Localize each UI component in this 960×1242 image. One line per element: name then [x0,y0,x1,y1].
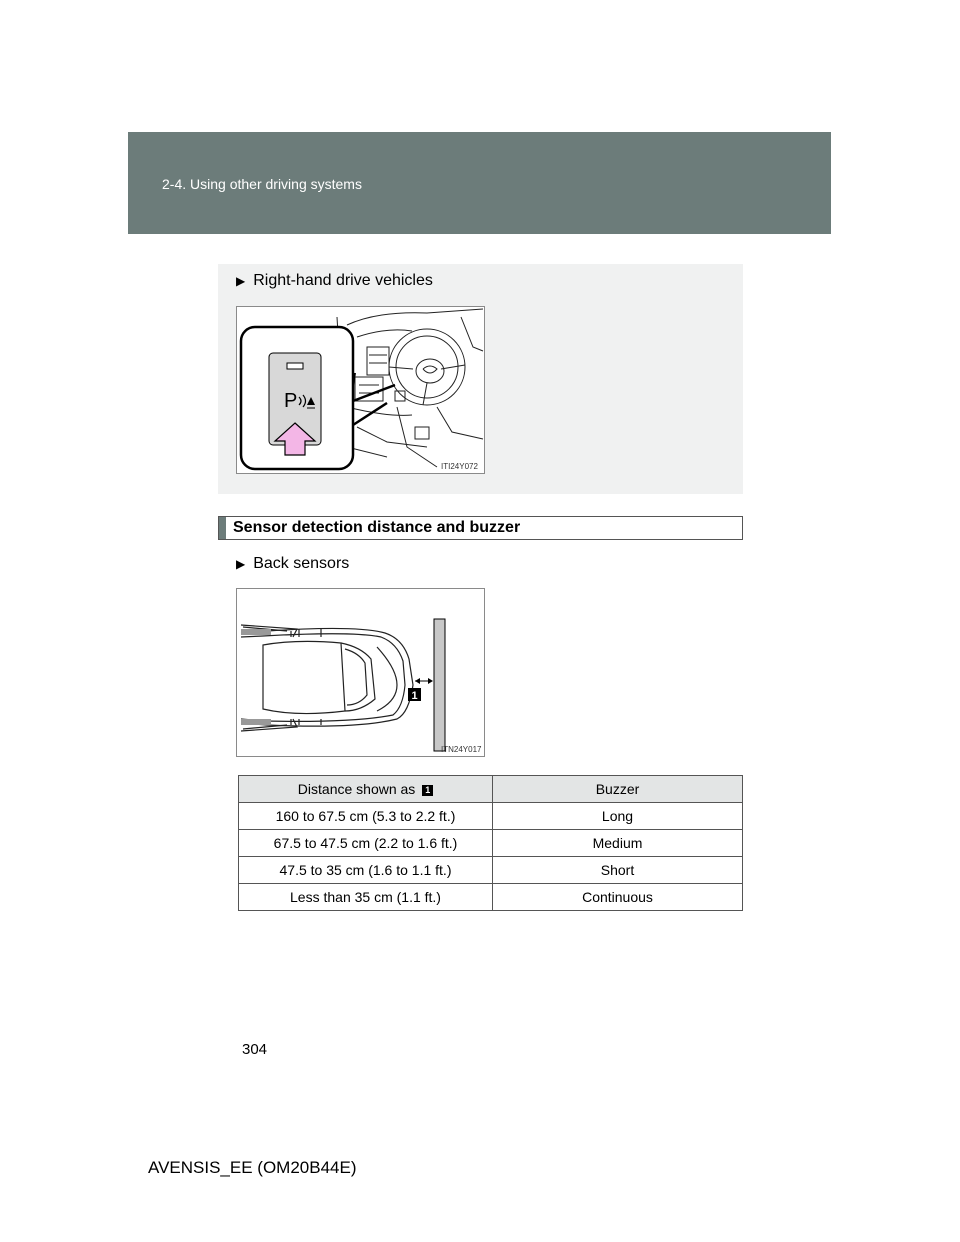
table-header-row [239,776,743,803]
callout-1: 1 [411,690,418,702]
table-header-distance: Distance shown as 1 [239,776,493,803]
buzzer-cell: Short [493,857,743,884]
table-row [239,803,743,830]
distance-buzzer-table [238,775,743,911]
callout-badge: 1 [422,785,433,796]
distance-cell: 47.5 to 35 cm (1.6 to 1.1 ft.) [239,857,493,884]
car-top-view-illustration [237,589,484,756]
distance-cell: 67.5 to 47.5 cm (2.2 to 1.6 ft.) [239,830,493,857]
back-heading-text: Back sensors [253,555,350,572]
distance-cell: 160 to 67.5 cm (5.3 to 2.2 ft.) [239,803,493,830]
sensor-section-title: Sensor detection distance and buzzer [233,519,521,536]
table-row [239,884,743,911]
dashboard-illustration [237,307,484,473]
dashboard-switch-figure [236,306,485,474]
heading-marker [219,517,226,539]
svg-text:P: P [284,390,298,412]
triangle-bullet-icon: ▶ [236,557,246,571]
buzzer-cell: Continuous [493,884,743,911]
back-heading [236,555,349,573]
page-number: 304 [242,1041,268,1058]
table-header-buzzer: Buzzer [493,776,743,803]
section-title: 2-4. Using other driving systems [162,176,362,192]
distance-cell: Less than 35 cm (1.1 ft.) [239,884,493,911]
table-row [239,857,743,884]
document-code: AVENSIS_EE (OM20B44E) [148,1158,357,1177]
buzzer-cell: Medium [493,830,743,857]
figure-code: ITI24Y072 [441,462,478,471]
rhd-heading [236,272,433,290]
sensor-section-heading [218,516,743,540]
figure-code: ITN24Y017 [441,745,482,754]
table-row [239,830,743,857]
back-sensor-figure [236,588,485,757]
buzzer-cell: Long [493,803,743,830]
triangle-bullet-icon: ▶ [236,274,246,288]
rhd-heading-text: Right-hand drive vehicles [253,272,433,289]
